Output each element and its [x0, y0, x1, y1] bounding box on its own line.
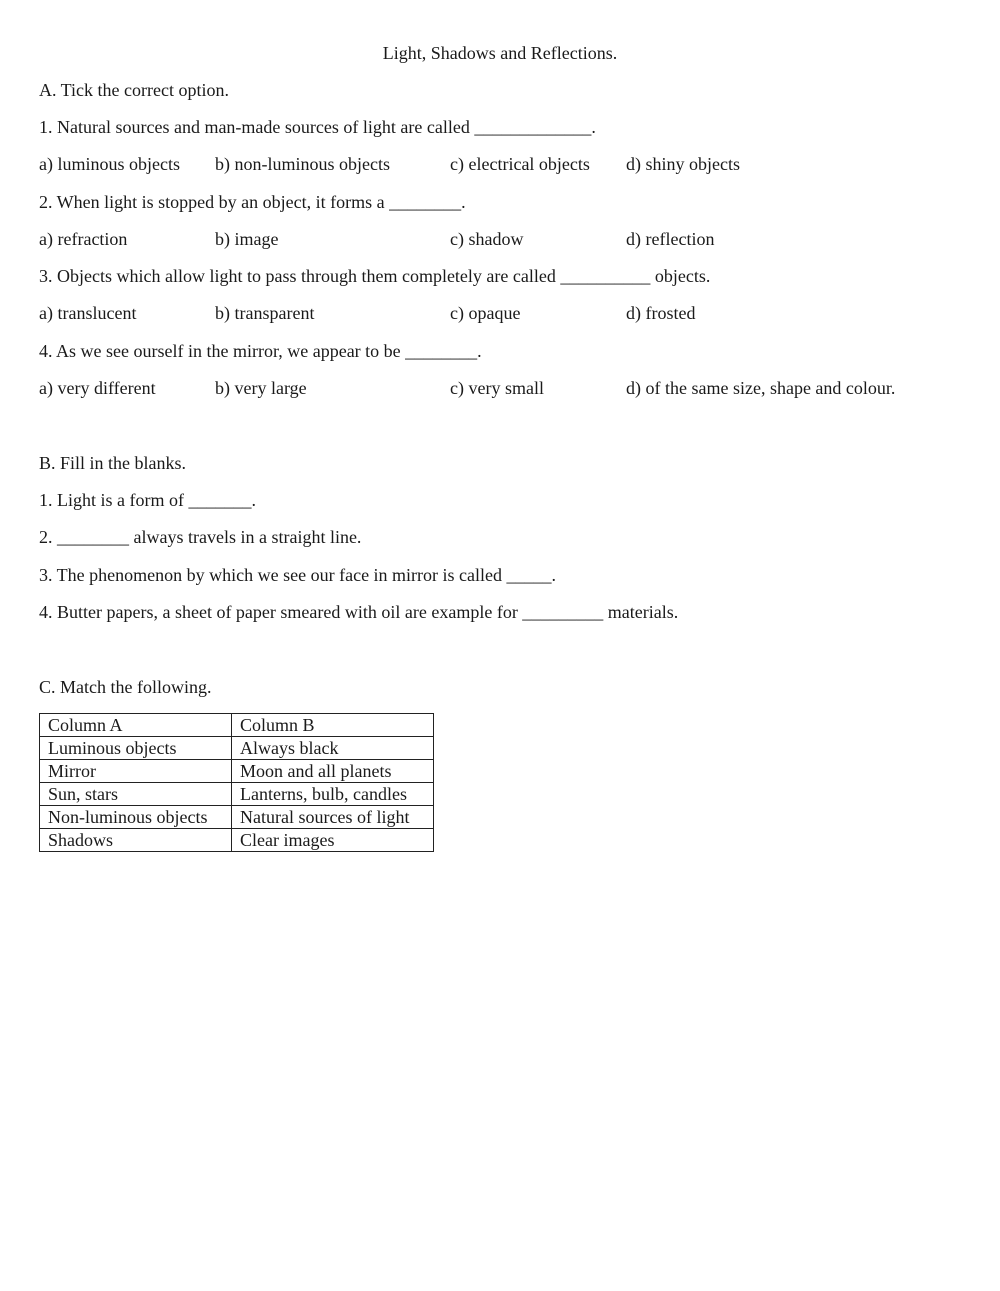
- table-row: [40, 806, 434, 829]
- column-a-header: Column A: [40, 714, 232, 737]
- question-a3: 3. Objects which allow light to pass through them completely are called __________ objects.: [39, 266, 711, 286]
- column-b-header: Column B: [232, 714, 434, 737]
- fill-blank-2: 2. ________ always travels in a straight line.: [39, 527, 362, 547]
- section-c-heading: C. Match the following.: [39, 677, 212, 697]
- column-a-cell: Luminous objects: [40, 737, 232, 760]
- option-a3-b[interactable]: b) transparent: [215, 303, 315, 323]
- option-a2-c[interactable]: c) shadow: [450, 229, 524, 249]
- table-row: [40, 783, 434, 806]
- table-header-row: [40, 714, 434, 737]
- column-a-cell: Mirror: [40, 760, 232, 783]
- option-a2-d[interactable]: d) reflection: [626, 229, 715, 249]
- option-a3-a[interactable]: a) translucent: [39, 303, 137, 323]
- table-row: [40, 760, 434, 783]
- column-b-cell: Natural sources of light: [232, 806, 434, 829]
- option-a3-d[interactable]: d) frosted: [626, 303, 696, 323]
- option-a1-a[interactable]: a) luminous objects: [39, 154, 180, 174]
- option-a4-b[interactable]: b) very large: [215, 378, 307, 398]
- table-row: [40, 737, 434, 760]
- column-a-cell: Shadows: [40, 829, 232, 852]
- column-a-cell: Sun, stars: [40, 783, 232, 806]
- page-title: Light, Shadows and Reflections.: [382, 43, 618, 63]
- fill-blank-3: 3. The phenomenon by which we see our face in mirror is called _____.: [39, 565, 557, 585]
- column-b-cell: Always black: [232, 737, 434, 760]
- question-a1: 1. Natural sources and man-made sources of light are called _____________.: [39, 117, 596, 137]
- question-a4: 4. As we see ourself in the mirror, we appear to be ________.: [39, 341, 482, 361]
- option-a4-c[interactable]: c) very small: [450, 378, 544, 398]
- column-b-cell: Lanterns, bulb, candles: [232, 783, 434, 806]
- option-a2-b[interactable]: b) image: [215, 229, 279, 249]
- option-a3-c[interactable]: c) opaque: [450, 303, 521, 323]
- option-a1-d[interactable]: d) shiny objects: [626, 154, 740, 174]
- column-b-cell: Clear images: [232, 829, 434, 852]
- table-row: [40, 829, 434, 852]
- fill-blank-4: 4. Butter papers, a sheet of paper smeared with oil are example for _________ materials.: [39, 602, 679, 622]
- section-b-heading: B. Fill in the blanks.: [39, 453, 187, 473]
- option-a1-b[interactable]: b) non-luminous objects: [215, 154, 390, 174]
- match-table: [39, 713, 434, 852]
- option-a4-d[interactable]: d) of the same size, shape and colour.: [626, 378, 896, 398]
- question-a2: 2. When light is stopped by an object, it forms a ________.: [39, 192, 466, 212]
- option-a4-a[interactable]: a) very different: [39, 378, 156, 398]
- column-a-cell: Non-luminous objects: [40, 806, 232, 829]
- option-a2-a[interactable]: a) refraction: [39, 229, 128, 249]
- option-a1-c[interactable]: c) electrical objects: [450, 154, 590, 174]
- column-b-cell: Moon and all planets: [232, 760, 434, 783]
- section-a-heading: A. Tick the correct option.: [39, 80, 229, 100]
- fill-blank-1: 1. Light is a form of _______.: [39, 490, 256, 510]
